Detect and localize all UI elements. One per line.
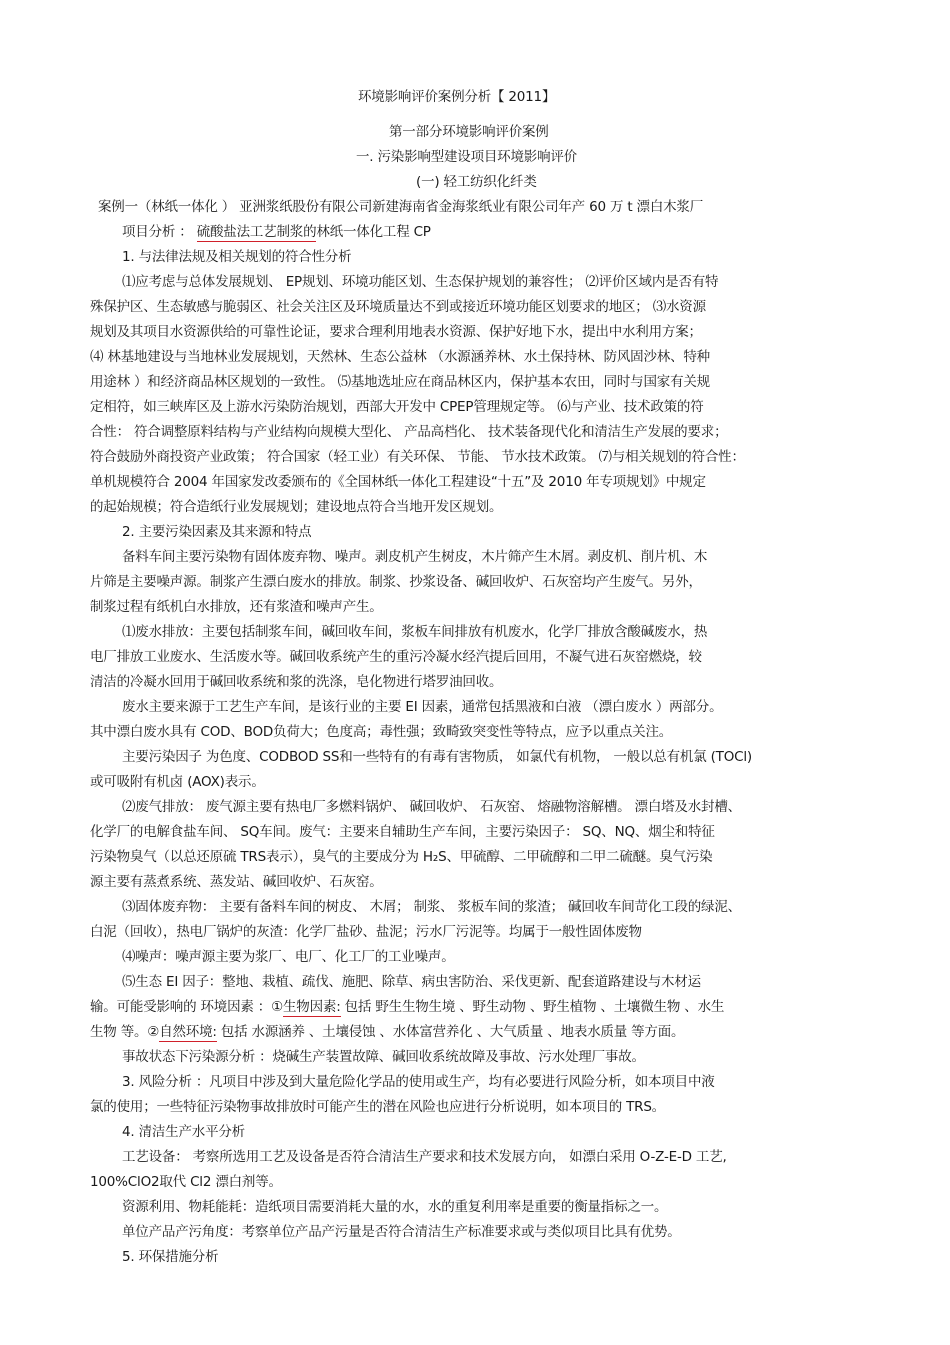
paragraph-line: 资源利用、物耗能耗：造纸项目需要消耗大量的水，水的重复利用率是重要的衡量指标之一。: [122, 1199, 668, 1215]
paragraph-line: 源主要有蒸煮系统、蒸发站、碱回收炉、石灰窑。: [90, 874, 383, 890]
paragraph-line: 白泥（回收），热电厂锅炉的灰渣：化学厂盐砂、盐泥；污水厂污泥等。均属于一般性固体废物: [90, 924, 642, 940]
paragraph-line: 合性： 符合调整原料结构与产业结构向规模大型化、 产品高档化、 技术装备现代化和清洁生产发展的要求；: [90, 424, 728, 440]
project-line-suffix: 林纸一体化工程 CP: [316, 224, 431, 240]
eco-underlined-natural: 自然环境:: [159, 1024, 217, 1040]
section-5-title: 5. 环保措施分析: [122, 1249, 219, 1265]
project-underlined: 硫酸盐法工艺制浆的: [196, 224, 317, 240]
paragraph-line: 的起始规模；符合造纸行业发展规划；建设地点符合当地开发区规划。: [90, 499, 503, 515]
paragraph-line: 事故状态下污染源分析 ：烧碱生产装置故障、碱回收系统故障及事故、污水处理厂事故。: [122, 1049, 645, 1065]
paragraph-line: 或可吸附有机卤 (AOX)表示。: [90, 774, 265, 790]
paragraph-line: 定相符，如三峡库区及上游水污染防治规划，西部大开发中 CPEP管理规定等。 ⑹与产业、技术政策的符: [90, 399, 704, 415]
section-heading: (一) 轻工纺织化纤类: [416, 174, 537, 190]
eco-underlined-biological: 生物因素:: [283, 999, 341, 1015]
paragraph-line: 其中漂白废水具有 COD、BOD负荷大；色度高；毒性强；致畸致突变性等特点，应予以重点关注。: [90, 724, 673, 740]
section-1-title: 1. 与法律法规及相关规划的符合性分析: [122, 249, 352, 265]
paragraph-line: 规划及其项目水资源供给的可靠性论证，要求合理利用地表水资源、保护好地下水，提出中水利用方案；: [90, 324, 702, 340]
paragraph-line: ⑷ 林基地建设与当地林业发展规划，天然林、生态公益林 （水源涵养林、水土保持林、防风固沙林、特种: [90, 349, 710, 365]
paragraph-line: 主要污染因子 为色度、CODBOD SS和一些特有的有毒有害物质， 如氯代有机物， 一般以总有机氯 (TOCl): [122, 749, 752, 765]
paragraph-line: [90, 998, 724, 1016]
eco-text: 包括 水源涵养 、土壤侵蚀 、水体富营养化 、大气质量 、地表水质量 等方面。: [216, 1024, 685, 1040]
paragraph-line: 污染物臭气（以总还原硫 TRS表示），臭气的主要成分为 H₂S、甲硫醇、二甲硫醇和二甲二硫醚。臭气污染: [90, 849, 713, 865]
paragraph-line: 片筛是主要噪声源。制浆产生漂白废水的排放。制浆、抄浆设备、碱回收炉、石灰窑均产生废气。另外，: [90, 574, 702, 590]
paragraph-line: 电厂排放工业废水、生活废水等。碱回收系统产生的重污冷凝水经汽提后回用，不凝气进石灰窑燃烧，较: [90, 649, 702, 665]
paragraph-line: 废水主要来源于工艺生产车间，是该行业的主要 EI 因素，通常包括黑液和白液 （漂白废水 ）两部分。: [122, 699, 723, 715]
eco-text: 生物 等。②: [90, 1024, 160, 1040]
paragraph-line: ⑴废水排放：主要包括制浆车间，碱回收车间，浆板车间排放有机废水，化学厂排放含酸碱废水，热: [122, 624, 708, 640]
chapter-heading: 一. 污染影响型建设项目环境影响评价: [356, 149, 577, 165]
paragraph-line: ⑴应考虑与总体发展规划、 EP规划、环境功能区划、生态保护规划的兼容性； ⑵评价区域内是否有特: [122, 274, 719, 290]
eco-text: 输。可能受影响的 环境因素 ：①: [90, 999, 283, 1015]
paragraph-line: 备料车间主要污染物有固体废弃物、噪声。剥皮机产生树皮，木片筛产生木屑。剥皮机、削片机、木: [122, 549, 708, 565]
paragraph-line: 用途林 ）和经济商品林区规划的一致性。 ⑸基地选址应在商品林区内，保护基本农田，同时与国家有关规: [90, 374, 710, 390]
paragraph-line: ⑸生态 EI 因子：整地、栽植、疏伐、施肥、除草、病虫害防治、采伐更新、配套道路建设与木材运: [122, 974, 701, 990]
part-heading: 第一部分环境影响评价案例: [389, 124, 549, 140]
case-line: 案例一（林纸一体化 ） 亚洲浆纸股份有限公司新建海南省金海浆纸业有限公司年产 60 万 t 漂白木浆厂: [98, 199, 704, 215]
paragraph-line: 单位产品产污角度：考察单位产品产污量是否符合清洁生产标准要求或与类似项目比具有优势。: [122, 1224, 681, 1240]
paragraph-line: ⑶固体废弃物： 主要有备料车间的树皮、 木屑； 制浆、 浆板车间的浆渣； 碱回收车间苛化工段的绿泥、: [122, 899, 741, 915]
paragraph-line: 清洁的冷凝水回用于碱回收系统和浆的洗涤，皂化物进行塔罗油回收。: [90, 674, 503, 690]
paragraph-line: 化学厂的电解食盐车间、 SQ车间。废气：主要来自辅助生产车间，主要污染因子： SQ、NQ、烟尘和特征: [90, 824, 715, 840]
paragraph-line: 3. 风险分析 ：凡项目中涉及到大量危险化学品的使用或生产，均有必要进行风险分析，如本项目中液: [122, 1074, 715, 1090]
section-2-title: 2. 主要污染因素及其来源和特点: [122, 524, 312, 540]
paragraph-line: ⑷噪声：噪声源主要为浆厂、电厂、化工厂的工业噪声。: [122, 949, 455, 965]
paragraph-line: ⑵废气排放： 废气源主要有热电厂多燃料锅炉、 碱回收炉、 石灰窑、 熔融物溶解槽。 漂白塔及水封槽、: [122, 799, 741, 815]
paragraph-line: 氯的使用；一些特征污染物事故排放时可能产生的潜在风险也应进行分析说明，如本项目的 TRS。: [90, 1099, 665, 1115]
paragraph-line: 殊保护区、生态敏感与脆弱区、社会关注区及环境质量达不到或接近环境功能区划要求的地区； ⑶水资源: [90, 299, 706, 315]
project-line: [122, 223, 431, 241]
paragraph-line: 工艺设备： 考察所选用工艺及设备是否符合清洁生产要求和技术发展方向， 如漂白采用 O-Z-E-D 工艺,: [122, 1149, 727, 1165]
paragraph-line: 单机规模符合 2004 年国家发改委颁布的《全国林纸一体化工程建设“十五”及 2010 年专项规划》中规定: [90, 474, 706, 490]
doc-title: 环境影响评价案例分析【 2011】: [358, 89, 556, 105]
section-4-title: 4. 清洁生产水平分析: [122, 1124, 245, 1140]
eco-text: 包括 野生生物生境 、野生动物 、野生植物 、土壤微生物 、水生: [340, 999, 725, 1015]
paragraph-line: 制浆过程有纸机白水排放，还有浆渣和噪声产生。: [90, 599, 383, 615]
project-line-prefix: 项目分析 ：: [122, 224, 193, 240]
paragraph-line: 100%ClO2取代 Cl2 漂白剂等。: [90, 1174, 282, 1190]
paragraph-line: [90, 1023, 684, 1041]
paragraph-line: 符合鼓励外商投资产业政策； 符合国家（轻工业）有关环保、 节能、 节水技术政策。 ⑺与相关规划的符合性：: [90, 449, 745, 465]
